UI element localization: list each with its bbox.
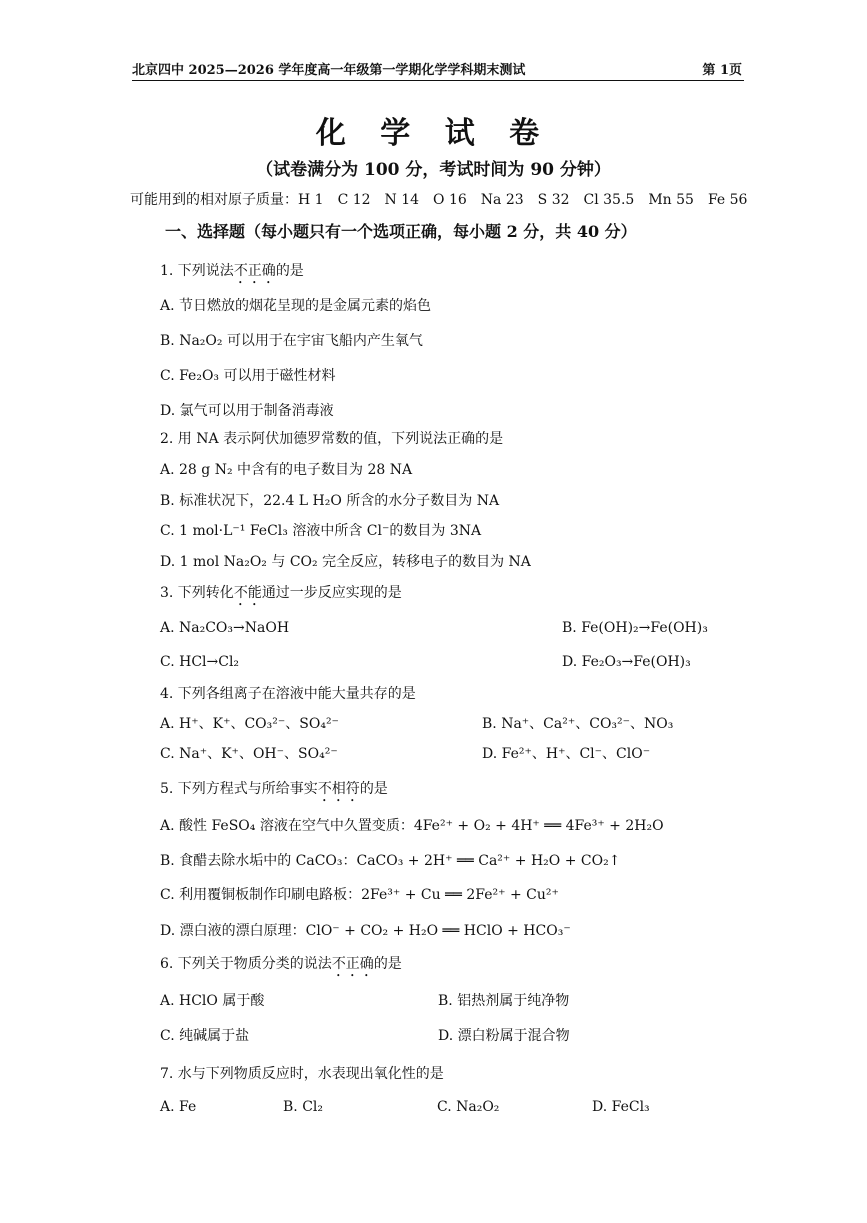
question-3-stem: 3. 下列转化不能通过一步反应实现的是	[160, 585, 402, 601]
question-4-option-c: C. Na⁺、K⁺、OH⁻、SO₄²⁻	[160, 746, 338, 762]
question-3-option-b: B. Fe(OH)₂→Fe(OH)₃	[562, 620, 708, 636]
question-4-option-a: A. H⁺、K⁺、CO₃²⁻、SO₄²⁻	[160, 716, 339, 732]
question-6-option-b: B. 铝热剂属于纯净物	[438, 993, 570, 1009]
question-3-option-a: A. Na₂CO₃→NaOH	[160, 620, 290, 636]
question-7-option-b: B. Cl₂	[283, 1099, 323, 1115]
question-7-stem: 7. 水与下列物质反应时，水表现出氧化性的是	[160, 1066, 444, 1082]
atomic-masses: 可能用到的相对原子质量：H 1 C 12 N 14 O 16 Na 23 S 32 Cl 35.5 Mn 55 Fe 56	[130, 192, 748, 208]
question-1-option-d: D. 氯气可以用于制备消毒液	[160, 403, 334, 419]
question-6-option-d: D. 漂白粉属于混合物	[438, 1028, 570, 1044]
question-2-option-c: C. 1 mol·L⁻¹ FeCl₃ 溶液中所含 Cl⁻的数目为 3NA	[160, 523, 482, 539]
emphasis-text: 不正确	[331, 956, 374, 972]
question-2-option-b: B. 标准状况下，22.4 L H₂O 所含的水分子数目为 NA	[160, 493, 500, 509]
section-heading: 一、选择题（每小题只有一个选项正确，每小题 2 分，共 40 分）	[165, 222, 637, 241]
question-6-option-c: C. 纯碱属于盐	[160, 1028, 250, 1044]
question-4-option-d: D. Fe²⁺、H⁺、Cl⁻、ClO⁻	[482, 746, 651, 762]
exam-subtitle: （试卷满分为 100 分，考试时间为 90 分钟）	[256, 160, 611, 180]
question-4-option-b: B. Na⁺、Ca²⁺、CO₃²⁻、NO₃	[482, 716, 674, 732]
question-5-option-d: D. 漂白液的漂白原理：ClO⁻ + CO₂ + H₂O ══ HClO + HCO₃⁻	[160, 923, 571, 939]
emphasis-text: 不相符	[317, 781, 360, 797]
exam-title: 化 学 试 卷	[315, 116, 552, 151]
question-5-option-b: B. 食醋去除水垢中的 CaCO₃：CaCO₃ + 2H⁺ ══ Ca²⁺ + H₂O + CO₂↑	[160, 853, 621, 869]
header-page-number: 第 1页	[702, 63, 742, 78]
question-3-option-d: D. Fe₂O₃→Fe(OH)₃	[562, 654, 691, 670]
header-exam-name: 北京四中 2025—2026 学年度高一年级第一学期化学学科期末测试	[132, 63, 526, 78]
question-7-option-c: C. Na₂O₂	[437, 1099, 500, 1115]
question-2-option-a: A. 28 g N₂ 中含有的电子数目为 28 NA	[160, 462, 413, 478]
question-5-option-a: A. 酸性 FeSO₄ 溶液在空气中久置变质：4Fe²⁺ + O₂ + 4H⁺ ══ 4Fe³⁺ + 2H₂O	[160, 818, 664, 834]
question-4-stem: 4. 下列各组离子在溶液中能大量共存的是	[160, 686, 416, 702]
question-1-option-c: C. Fe₂O₃ 可以用于磁性材料	[160, 368, 336, 384]
question-5-option-c: C. 利用覆铜板制作印刷电路板：2Fe³⁺ + Cu ══ 2Fe²⁺ + Cu²⁺	[160, 887, 559, 903]
emphasis-text: 不能	[233, 585, 262, 601]
question-5-stem: 5. 下列方程式与所给事实不相符的是	[160, 781, 388, 797]
question-2-option-d: D. 1 mol Na₂O₂ 与 CO₂ 完全反应，转移电子的数目为 NA	[160, 554, 531, 570]
question-1-option-a: A. 节日燃放的烟花呈现的是金属元素的焰色	[160, 298, 432, 314]
question-6-option-a: A. HClO 属于酸	[160, 993, 265, 1009]
question-1-stem: 1. 下列说法不正确的是	[160, 263, 304, 279]
page-header	[132, 56, 744, 81]
emphasis-text: 不正确	[233, 263, 276, 279]
question-2-stem: 2. 用 NA 表示阿伏加德罗常数的值，下列说法正确的是	[160, 431, 504, 447]
question-1-option-b: B. Na₂O₂ 可以用于在宇宙飞船内产生氧气	[160, 333, 423, 349]
question-7-option-d: D. FeCl₃	[592, 1099, 650, 1115]
question-7-option-a: A. Fe	[160, 1099, 197, 1115]
question-6-stem: 6. 下列关于物质分类的说法不正确的是	[160, 956, 402, 972]
question-3-option-c: C. HCl→Cl₂	[160, 654, 240, 670]
